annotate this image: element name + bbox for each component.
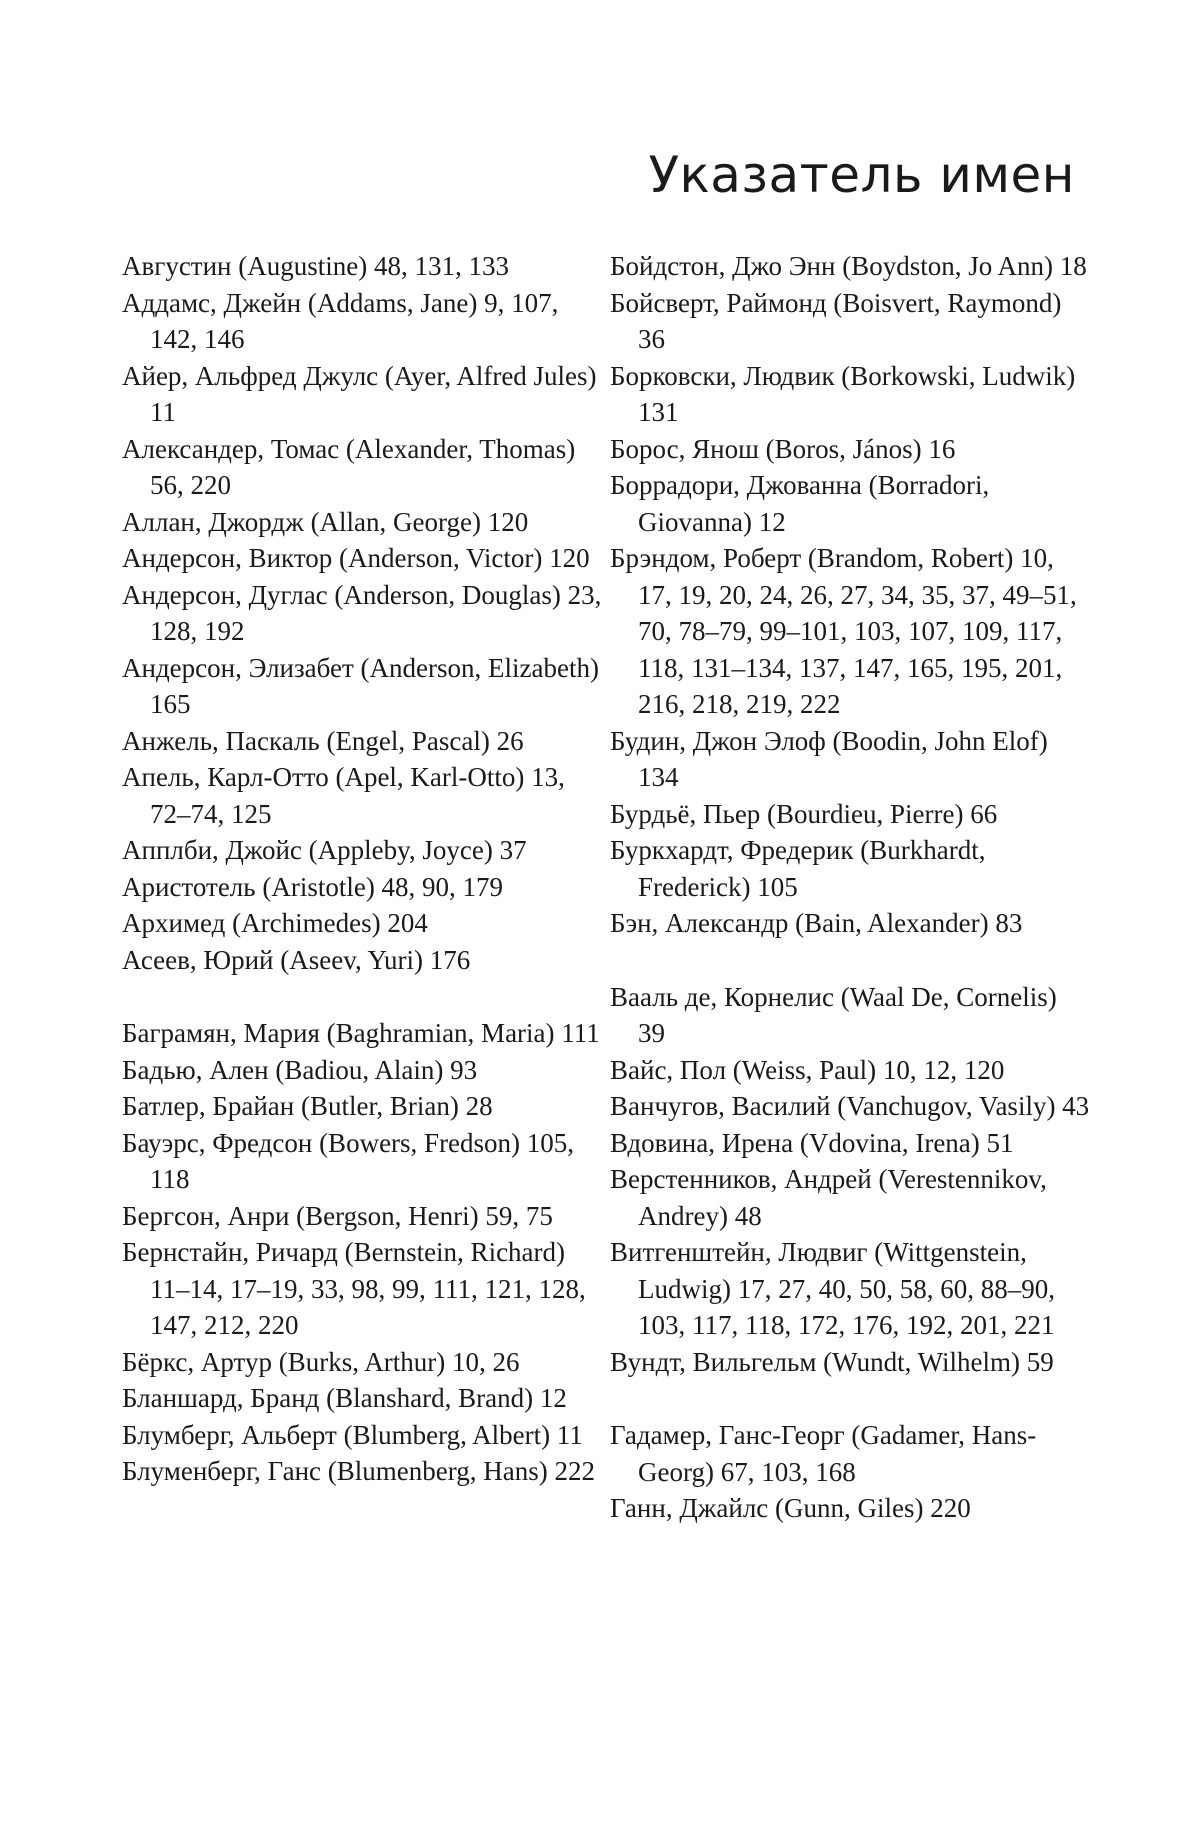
index-entry: Бойдстон, Джо Энн (Boydston, Jo Ann) 18 — [610, 251, 1087, 281]
index-entry: Баграмян, Мария (Baghramian, Maria) 111 — [122, 1018, 600, 1048]
index-letter-group — [610, 979, 1090, 1381]
index-entry: Андерсон, Виктор (Anderson, Victor) 120 — [122, 543, 590, 573]
index-letter-group — [122, 1015, 602, 1490]
index-letter-group — [610, 248, 1090, 942]
index-entry: Августин (Augustine) 48, 131, 133 — [122, 251, 509, 281]
index-entry: Бернстайн, Ричард (Bernstein, Richard) 11–14, 17–19, 33, 98, 99, 111, 121, 128, 147, 212, 220 — [122, 1237, 586, 1340]
index-entry: Айер, Альфред Джулс (Ayer, Alfred Jules) 11 — [122, 360, 597, 427]
index-entry: Аддамс, Джейн (Addams, Jane) 9, 107, 142, 146 — [122, 287, 559, 354]
index-column-left — [122, 248, 602, 1527]
index-entry: Бёркс, Артур (Burks, Arthur) 10, 26 — [122, 1346, 520, 1377]
index-entry: Бауэрс, Фредсон (Bowers, Fredson) 105, 118 — [122, 1127, 575, 1194]
index-entry: Гадамер, Ганс-Георг (Gadamer, Hans-Georg) 67, 103, 168 — [610, 1420, 1037, 1487]
index-entry: Бэн, Александр (Bain, Alexander) 83 — [610, 908, 1023, 938]
index-entry: Будин, Джон Элоф (Boodin, John Elof) 134 — [610, 725, 1048, 792]
index-entry: Аллан, Джордж (Allan, George) 120 — [122, 506, 529, 537]
index-entry: Витгенштейн, Людвиг (Wittgenstein, Ludwig) 17, 27, 40, 50, 58, 60, 88–90, 103, 117, 118, 172, 176, 192, 201, 221 — [610, 1237, 1055, 1340]
index-entry: Батлер, Брайан (Butler, Brian) 28 — [122, 1091, 493, 1121]
index-entry: Буркхардт, Фредерик (Burkhardt, Frederick) 105 — [610, 835, 986, 902]
index-entry: Боррадори, Джованна (Borradori, Giovanna) 12 — [610, 470, 990, 537]
index-entry: Архимед (Archimedes) 204 — [122, 908, 428, 938]
index-entry: Анжель, Паскаль (Engel, Pascal) 26 — [122, 725, 524, 756]
index-entry: Блуменберг, Ганс (Blumenberg, Hans) 222 — [122, 1456, 595, 1486]
index-entry: Бергсон, Анри (Bergson, Henri) 59, 75 — [122, 1200, 553, 1231]
index-entry: Аристотель (Aristotle) 48, 90, 179 — [122, 871, 504, 902]
index-column-right — [610, 248, 1090, 1564]
index-entry: Бойсверт, Раймонд (Boisvert, Raymond) 36 — [610, 287, 1062, 354]
index-entry: Борос, Янош (Boros, János) 16 — [610, 433, 956, 464]
index-entry: Александер, Томас (Alexander, Thomas) 56, 220 — [122, 433, 576, 500]
index-entry: Брэндом, Роберт (Brandom, Robert) 10, 17, 19, 20, 24, 26, 27, 34, 35, 37, 49–51, 70, 78–79, 99–101, 103, 107, 109, 117, 118, 131–134, 137, 147, 165, 195, 201, 216, 218, 219, 222 — [610, 543, 1077, 719]
index-entry: Вааль де, Корнелис (Waal De, Cornelis) 39 — [610, 981, 1057, 1048]
index-entry: Вайс, Пол (Weiss, Paul) 10, 12, 120 — [610, 1054, 1005, 1085]
index-entry: Андерсон, Дуглас (Anderson, Douglas) 23, 128, 192 — [122, 579, 602, 646]
index-entry: Блумберг, Альберт (Blumberg, Albert) 11 — [122, 1419, 583, 1450]
page-title: Указатель имен — [648, 146, 1075, 204]
index-entry: Вундт, Вильгельм (Wundt, Wilhelm) 59 — [610, 1346, 1054, 1377]
index-entry: Асеев, Юрий (Aseev, Yuri) 176 — [122, 944, 471, 975]
index-entry: Борковски, Людвик (Borkowski, Ludwik) 131 — [610, 360, 1076, 427]
index-entry: Ганн, Джайлс (Gunn, Giles) 220 — [610, 1493, 971, 1523]
index-letter-group — [610, 1417, 1090, 1527]
index-letter-group — [122, 248, 602, 978]
index-entry: Вдовина, Ирена (Vdovina, Irena) 51 — [610, 1127, 1014, 1158]
index-entry: Апель, Карл-Отто (Apel, Karl-Otto) 13, 72–74, 125 — [122, 762, 565, 829]
index-entry: Бадью, Ален (Badiou, Alain) 93 — [122, 1054, 478, 1085]
index-entry: Андерсон, Элизабет (Anderson, Elizabeth) 165 — [122, 652, 599, 719]
index-entry: Бурдьё, Пьер (Bourdieu, Pierre) 66 — [610, 798, 998, 829]
index-entry: Бланшард, Бранд (Blanshard, Brand) 12 — [122, 1383, 567, 1413]
index-entry: Апплби, Джойс (Appleby, Joyce) 37 — [122, 835, 527, 865]
index-entry: Ванчугов, Василий (Vanchugov, Vasily) 43 — [610, 1091, 1090, 1121]
index-entry: Верстенников, Андрей (Verestennikov, Andrey) 48 — [610, 1164, 1047, 1231]
